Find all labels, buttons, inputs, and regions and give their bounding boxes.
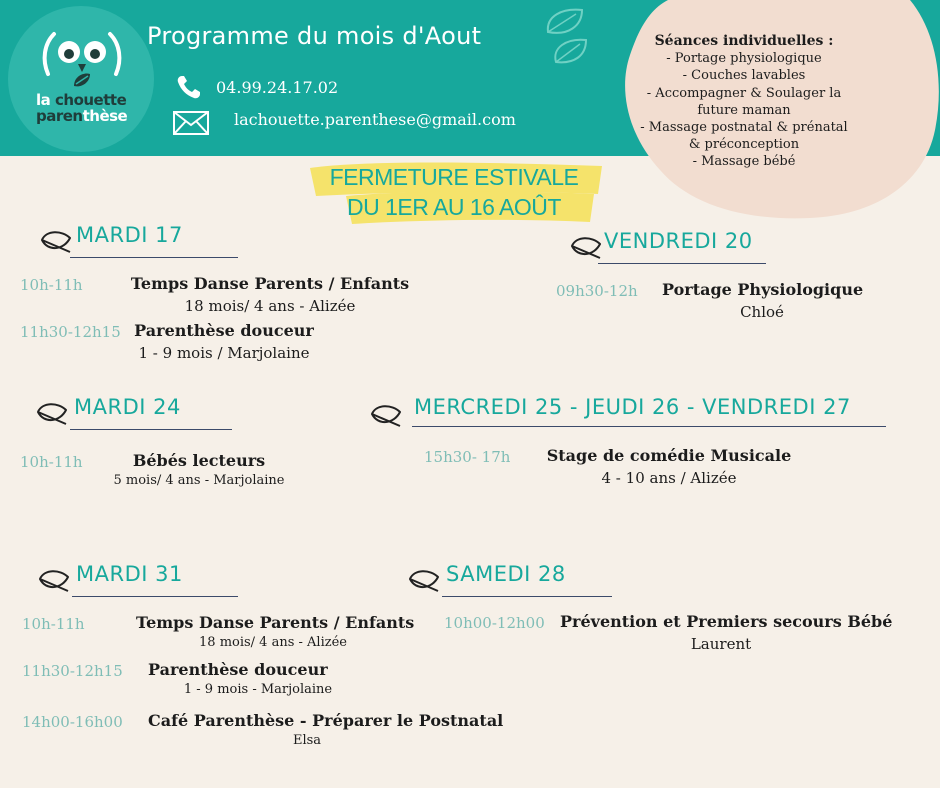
individual-sessions [636,33,852,171]
phone-icon [176,74,202,100]
event-subtitle: Elsa [292,733,322,748]
event-time: 15h30- 17h [424,448,511,466]
leaf-icon [570,234,602,260]
day-rule [70,429,232,430]
event-subtitle: 4 - 10 ans / Alizée [601,469,737,487]
leaves-decoration-icon [542,4,592,68]
day-rule [442,596,612,597]
day-title-mardi-24: MARDI 24 [74,395,181,419]
event-title: Café Parenthèse - Préparer le Postnatal [148,711,504,730]
closure-banner-line2: DU 1ER AU 16 AOÛT [347,194,561,220]
event-subtitle: 1 - 9 mois / Marjolaine [138,344,310,362]
logo-line2b: thèse [82,107,128,125]
mail-icon [173,111,209,135]
closure-banner [320,162,588,222]
event-subtitle: Laurent [690,635,752,653]
closure-banner-line1: FERMETURE ESTIVALE [329,164,579,190]
day-rule [412,426,886,427]
day-rule [72,596,238,597]
event-title: Stage de comédie Musicale [546,446,792,465]
event-subtitle: 1 - 9 mois - Marjolaine [183,682,333,697]
logo-text [36,92,132,124]
event-time: 10h-11h [22,615,85,633]
event-title: Bébés lecteurs [132,451,266,470]
individual-sessions-title: Séances individuelles : [654,33,834,49]
logo-line1b: chouette [55,91,127,109]
event-title: Parenthèse douceur [134,321,314,340]
event-subtitle: 5 mois/ 4 ans - Marjolaine [113,473,285,488]
event-subtitle: 18 mois/ 4 ans - Alizée [184,297,356,315]
page-title: Programme du mois d'Aout [147,22,482,50]
leaf-icon [36,400,68,426]
day-rule [598,263,766,264]
event-time: 09h30-12h [556,282,638,300]
day-title-mardi-17: MARDI 17 [76,223,183,247]
event-title: Prévention et Premiers secours Bébé [560,612,893,631]
event-title: Temps Danse Parents / Enfants [130,274,410,293]
event-time: 14h00-16h00 [22,713,123,731]
event-title: Temps Danse Parents / Enfants [136,613,415,632]
individual-session-item: - Massage postnatal & prénatal [640,120,848,136]
event-time: 10h00-12h00 [444,614,545,632]
leaf-icon [370,402,402,428]
leaf-icon [40,228,72,254]
leaf-icon [408,567,440,593]
event-title: Portage Physiologique [662,280,864,299]
logo-line2a: paren [36,107,83,125]
event-time: 10h-11h [20,453,83,471]
individual-session-item: - Couches lavables [682,68,806,84]
individual-session-item: future maman [697,102,791,118]
event-time: 10h-11h [20,276,83,294]
event-title: Parenthèse douceur [148,660,328,679]
email-address[interactable]: lachouette.parenthese@gmail.com [234,110,516,129]
leaf-icon [38,567,70,593]
owl-logo-icon [40,30,124,96]
day-title-samedi-28: SAMEDI 28 [446,562,566,586]
event-time: 11h30-12h15 [22,662,123,680]
individual-session-item: - Massage bébé [692,154,796,170]
individual-session-item: - Accompagner & Soulager la [646,85,842,101]
day-title-vendredi-20: VENDREDI 20 [604,229,753,253]
logo-line1a: la [36,91,55,109]
phone-number[interactable]: 04.99.24.17.02 [216,78,339,97]
day-title-mercredi-25-jeudi-26-vendredi-27: MERCREDI 25 - JEUDI 26 - VENDREDI 27 [414,395,851,419]
event-time: 11h30-12h15 [20,323,121,341]
day-rule [70,257,238,258]
event-subtitle: Chloé [740,303,784,321]
event-subtitle: 18 mois/ 4 ans - Alizée [199,635,347,650]
individual-session-item: & préconception [688,137,800,153]
individual-session-item: - Portage physiologique [666,51,822,67]
day-title-mardi-31: MARDI 31 [76,562,183,586]
